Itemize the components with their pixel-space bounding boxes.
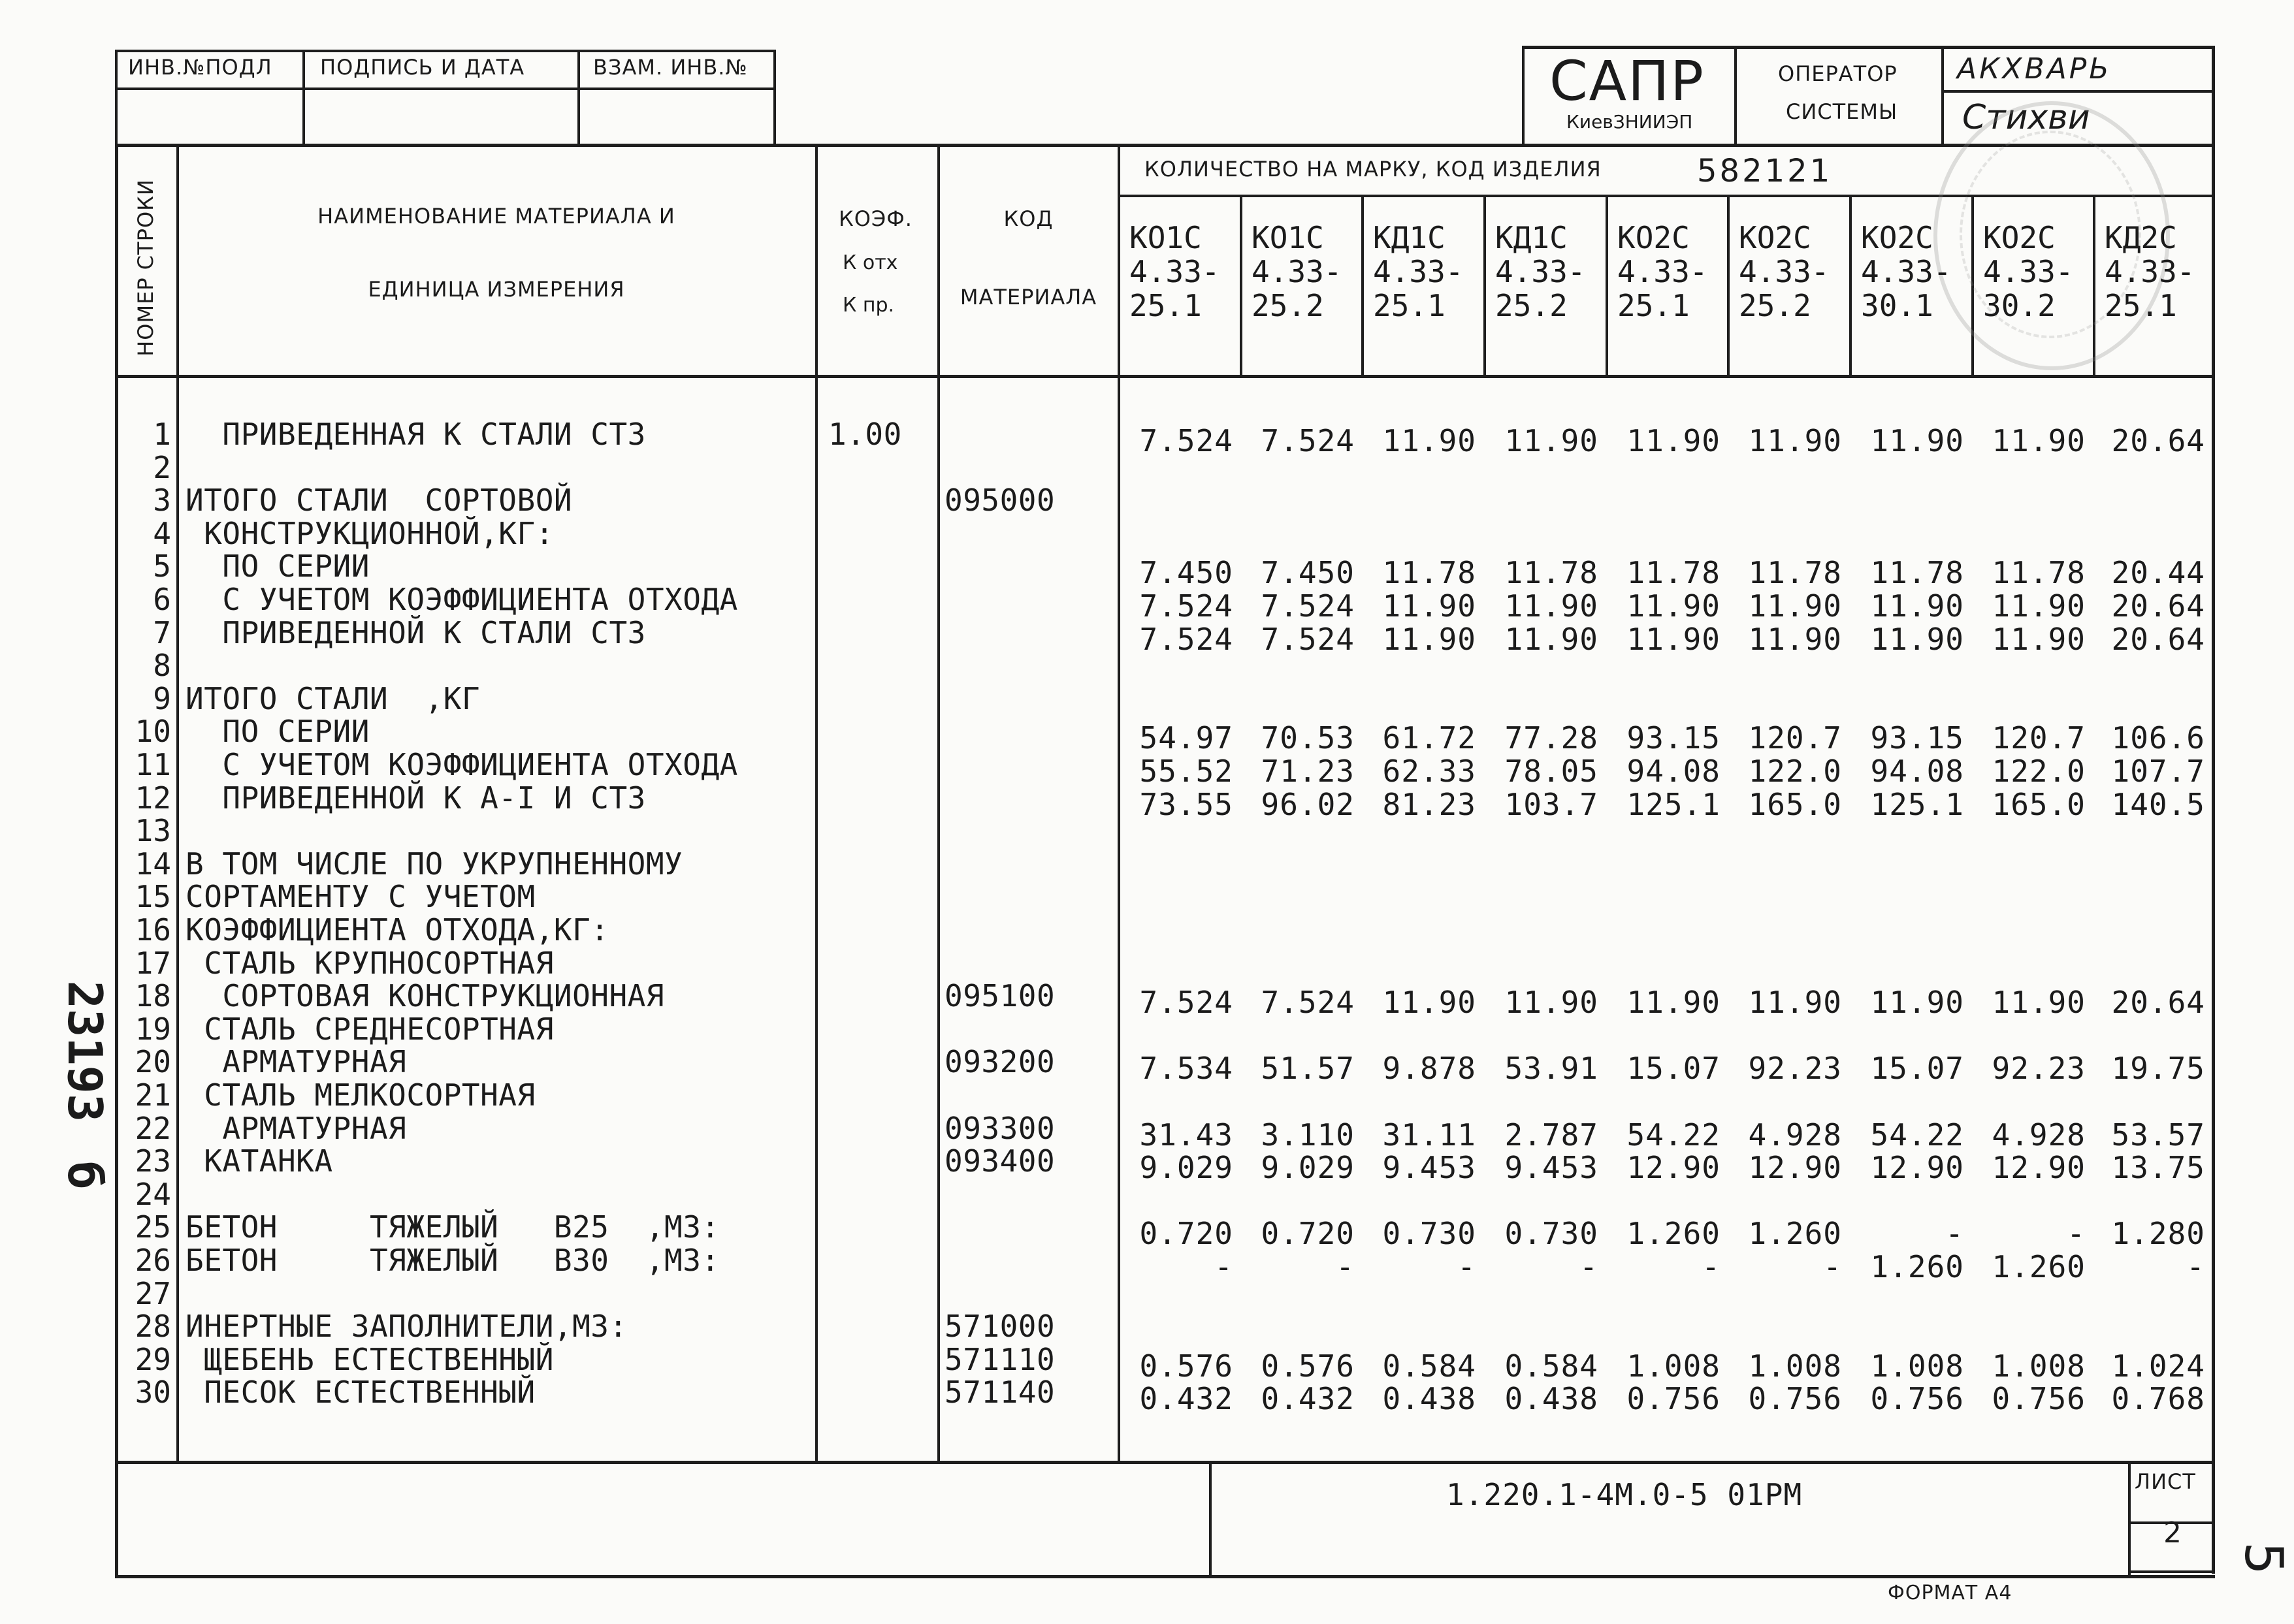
koef-header-3: К пр. (843, 294, 895, 317)
row-value-col-5: 1.260 (1626, 1216, 1720, 1252)
row-material-name: ПЕСОК ЕСТЕСТВЕННЫЙ (186, 1375, 536, 1410)
row-value-col-5: 11.90 (1626, 588, 1720, 624)
row-value-col-7: 11.90 (1870, 423, 1964, 458)
row-number: 9 (153, 680, 171, 716)
row-number: 8 (153, 648, 171, 684)
row-material-name: СОРТАМЕНТУ С УЧЕТОМ (186, 879, 536, 915)
row-value-col-6: 120.7 (1748, 720, 1842, 756)
margin-mark: б (57, 1161, 112, 1190)
row-material-name: ПО СЕРИИ (186, 714, 370, 750)
row-value-col-7: - (1945, 1216, 1964, 1252)
row-value-col-6: 165.0 (1748, 786, 1842, 822)
row-value-col-6: 0.756 (1748, 1381, 1842, 1417)
row-value-col-2: 70.53 (1261, 720, 1355, 756)
row-number: 22 (135, 1110, 171, 1146)
row-number: 21 (135, 1077, 171, 1113)
row-material-code: 095100 (945, 978, 1056, 1014)
grid-line (115, 50, 118, 144)
row-material-name: КОНСТРУКЦИОННОЙ,КГ: (186, 515, 554, 551)
grid-line (1483, 195, 1486, 376)
grid-line (115, 50, 775, 52)
row-value-col-7: 12.90 (1870, 1150, 1964, 1186)
row-value-col-4: 103.7 (1504, 786, 1598, 822)
grid-line (115, 1575, 2215, 1578)
row-value-col-9: 20.64 (2111, 588, 2205, 624)
row-value-col-8: 11.78 (1992, 555, 2086, 591)
row-value-col-4: 11.90 (1504, 985, 1598, 1021)
podpis-data-label: ПОДПИСЬ И ДАТА (320, 55, 525, 80)
row-value-col-5: 94.08 (1626, 754, 1720, 789)
row-value-col-7: 0.756 (1870, 1381, 1964, 1417)
material-name-header-1: НАИМЕНОВАНИЕ МАТЕРИАЛА И (317, 204, 675, 229)
row-value-col-7: 54.22 (1870, 1117, 1964, 1153)
row-value-col-1: 7.450 (1139, 555, 1233, 591)
row-value-col-8: 0.756 (1992, 1381, 2086, 1417)
grid-line (1240, 195, 1242, 376)
row-value-col-7: 1.260 (1870, 1249, 1964, 1284)
format-label: ФОРМАТ А4 (1888, 1582, 2012, 1604)
row-value-col-2: 7.524 (1261, 621, 1355, 657)
row-value-col-9: 1.024 (2111, 1348, 2205, 1384)
row-value-col-7: 11.90 (1870, 588, 1964, 624)
row-value-col-8: - (2067, 1216, 2086, 1252)
row-value-col-9: - (2186, 1249, 2205, 1284)
row-material-name: СОРТОВАЯ КОНСТРУКЦИОННАЯ (186, 978, 665, 1014)
grid-line (1941, 90, 2214, 93)
row-number: 6 (153, 582, 171, 617)
row-material-name: ПРИВЕДЕННОЙ К А-I И СТ3 (186, 780, 646, 816)
row-value-col-6: 1.260 (1748, 1216, 1842, 1252)
sheet-number: 2 (2163, 1516, 2182, 1550)
grid-line (1522, 46, 1525, 145)
row-value-col-8: 92.23 (1992, 1051, 2086, 1087)
grid-line (115, 375, 2215, 378)
row-value-col-3: 61.72 (1382, 720, 1476, 756)
row-koef: 1.00 (828, 417, 902, 452)
row-number: 28 (135, 1309, 171, 1345)
row-value-col-6: 11.78 (1748, 555, 1842, 591)
row-value-col-3: 11.78 (1382, 555, 1476, 591)
operator-name-1: АКХВАРЬ (1957, 52, 2112, 86)
row-value-col-6: 11.90 (1748, 423, 1842, 458)
row-number: 26 (135, 1243, 171, 1278)
row-value-col-3: 11.90 (1382, 621, 1476, 657)
row-value-col-7: 1.008 (1870, 1348, 1964, 1384)
row-value-col-9: 20.44 (2111, 555, 2205, 591)
row-material-name: АРМАТУРНАЯ (186, 1044, 407, 1080)
row-value-col-5: 11.90 (1626, 985, 1720, 1021)
row-value-col-6: 4.928 (1748, 1117, 1842, 1153)
row-value-col-4: 0.438 (1504, 1381, 1598, 1417)
mark-header-7: КО2С 4.33- 30.1 (1861, 220, 1952, 323)
row-value-col-2: 71.23 (1261, 754, 1355, 789)
row-value-col-3: 81.23 (1382, 786, 1476, 822)
row-value-col-5: 93.15 (1626, 720, 1720, 756)
row-value-col-6: 92.23 (1748, 1051, 1842, 1087)
grid-line (577, 50, 580, 144)
row-value-col-9: 20.64 (2111, 985, 2205, 1021)
row-value-col-3: 11.90 (1382, 423, 1476, 458)
row-number: 2 (153, 449, 171, 485)
mark-header-4: КД1С 4.33- 25.2 (1495, 220, 1586, 323)
koef-header-2: К отх (843, 251, 898, 274)
row-value-col-6: 1.008 (1748, 1348, 1842, 1384)
row-number: 24 (135, 1176, 171, 1212)
row-number: 4 (153, 515, 171, 551)
row-value-col-1: 73.55 (1139, 786, 1233, 822)
row-number: 20 (135, 1044, 171, 1080)
row-value-col-3: 11.90 (1382, 588, 1476, 624)
row-number: 11 (135, 747, 171, 782)
grid-line (1734, 46, 1737, 145)
row-value-col-8: 12.90 (1992, 1150, 2086, 1186)
grid-line (2212, 46, 2215, 1574)
row-material-name: ПРИВЕДЕННАЯ К СТАЛИ СТ3 (186, 417, 646, 452)
row-value-col-8: 122.0 (1992, 754, 2086, 789)
mark-header-8: КО2С 4.33- 30.2 (1983, 220, 2074, 323)
grid-line (1209, 1461, 1212, 1577)
row-value-col-1: 55.52 (1139, 754, 1233, 789)
row-number: 27 (135, 1275, 171, 1311)
row-material-name: БЕТОН ТЯЖЕЛЫЙ В25 ,М3: (186, 1209, 720, 1245)
row-value-col-6: 11.90 (1748, 985, 1842, 1021)
row-value-col-5: 11.78 (1626, 555, 1720, 591)
row-value-col-9: 140.5 (2111, 786, 2205, 822)
row-number: 15 (135, 879, 171, 915)
row-number: 30 (135, 1375, 171, 1410)
row-value-col-2: 7.524 (1261, 423, 1355, 458)
grid-line (937, 144, 940, 1463)
row-material-name: КАТАНКА (186, 1143, 333, 1179)
row-value-col-1: 9.029 (1139, 1150, 1233, 1186)
row-material-code: 093200 (945, 1044, 1056, 1080)
grid-line (1361, 195, 1364, 376)
row-material-name: АРМАТУРНАЯ (186, 1110, 407, 1146)
row-value-col-4: 11.90 (1504, 621, 1598, 657)
row-material-code: 571110 (945, 1341, 1056, 1377)
row-material-code: 095000 (945, 483, 1056, 518)
grid-line (115, 1461, 2215, 1464)
row-value-col-5: 11.90 (1626, 621, 1720, 657)
row-material-name: ПО СЕРИИ (186, 549, 370, 584)
org-name: КиевЗНИИЭП (1566, 111, 1693, 133)
inv-podl-label: ИНВ.№ПОДЛ (128, 55, 272, 80)
sheet-label: ЛИСТ (2135, 1469, 2196, 1494)
grid-line (115, 88, 775, 90)
row-value-col-1: 7.524 (1139, 621, 1233, 657)
row-value-col-1: 0.576 (1139, 1348, 1233, 1384)
row-value-col-9: 106.6 (2111, 720, 2205, 756)
vzam-inv-label: ВЗАМ. ИНВ.№ (593, 55, 748, 80)
row-material-name: ЩЕБЕНЬ ЕСТЕСТВЕННЫЙ (186, 1341, 554, 1377)
row-number: 1 (153, 417, 171, 452)
row-material-code: 093400 (945, 1143, 1056, 1179)
row-value-col-3: 31.11 (1382, 1117, 1476, 1153)
product-code: 582121 (1697, 153, 1833, 189)
row-value-col-2: 3.110 (1261, 1117, 1355, 1153)
row-value-col-9: 1.280 (2111, 1216, 2205, 1252)
row-value-col-6: 11.90 (1748, 621, 1842, 657)
row-value-col-3: 9.878 (1382, 1051, 1476, 1087)
row-value-col-5: 54.22 (1626, 1117, 1720, 1153)
row-value-col-6: 11.90 (1748, 588, 1842, 624)
row-value-col-2: 0.432 (1261, 1381, 1355, 1417)
row-value-col-8: 11.90 (1992, 423, 2086, 458)
corner-mark: 5 (2233, 1542, 2294, 1575)
row-material-name: СТАЛЬ КРУПНОСОРТНАЯ (186, 945, 554, 981)
row-value-col-4: 11.90 (1504, 588, 1598, 624)
row-material-name: КОЭФФИЦИЕНТА ОТХОДА,КГ: (186, 912, 609, 947)
quantity-header: КОЛИЧЕСТВО НА МАРКУ, КОД ИЗДЕЛИЯ (1144, 157, 1602, 182)
row-number: 17 (135, 945, 171, 981)
material-code-header-2: МАТЕРИАЛА (960, 285, 1097, 310)
row-value-col-4: 2.787 (1504, 1117, 1598, 1153)
row-value-col-1: 7.534 (1139, 1051, 1233, 1087)
mark-header-6: КО2С 4.33- 25.2 (1739, 220, 1830, 323)
row-value-col-3: 62.33 (1382, 754, 1476, 789)
row-value-col-8: 11.90 (1992, 621, 2086, 657)
row-value-col-9: 0.768 (2111, 1381, 2205, 1417)
row-value-col-9: 20.64 (2111, 423, 2205, 458)
row-value-col-7: 11.90 (1870, 621, 1964, 657)
row-number: 14 (135, 846, 171, 882)
row-value-col-4: 53.91 (1504, 1051, 1598, 1087)
grid-line (1941, 46, 1944, 145)
row-value-col-9: 19.75 (2111, 1051, 2205, 1087)
row-value-col-3: 0.584 (1382, 1348, 1476, 1384)
row-value-col-7: 11.90 (1870, 985, 1964, 1021)
grid-line (1849, 195, 1852, 376)
mark-header-2: КО1С 4.33- 25.2 (1252, 220, 1342, 323)
grid-line (176, 144, 179, 1463)
row-value-col-6: 122.0 (1748, 754, 1842, 789)
mark-header-9: КД2С 4.33- 25.1 (2105, 220, 2195, 323)
row-value-col-9: 53.57 (2111, 1117, 2205, 1153)
row-value-col-9: 20.64 (2111, 621, 2205, 657)
row-number: 16 (135, 912, 171, 947)
grid-line (2128, 1570, 2214, 1573)
material-name-header-2: ЕДИНИЦА ИЗМЕРЕНИЯ (368, 277, 625, 302)
row-number: 19 (135, 1011, 171, 1047)
row-value-col-8: 4.928 (1992, 1117, 2086, 1153)
mark-header-1: КО1С 4.33- 25.1 (1129, 220, 1220, 323)
row-number-header: НОМЕР СТРОКИ (133, 179, 158, 357)
row-value-col-2: 9.029 (1261, 1150, 1355, 1186)
row-material-code: 571140 (945, 1375, 1056, 1410)
margin-number: 23193 (57, 980, 112, 1122)
row-number: 18 (135, 978, 171, 1014)
row-value-col-8: 11.90 (1992, 588, 2086, 624)
row-material-name: ИТОГО СТАЛИ ,КГ (186, 680, 481, 716)
row-number: 25 (135, 1209, 171, 1245)
row-value-col-9: 13.75 (2111, 1150, 2205, 1186)
row-value-col-3: - (1457, 1249, 1476, 1284)
row-material-name: БЕТОН ТЯЖЕЛЫЙ В30 ,М3: (186, 1243, 720, 1278)
row-value-col-2: 7.524 (1261, 588, 1355, 624)
row-material-name: В ТОМ ЧИСЛЕ ПО УКРУПНЕННОМУ (186, 846, 683, 882)
sapr-title: САПР (1549, 49, 1705, 113)
row-number: 12 (135, 780, 171, 816)
row-value-col-7: 15.07 (1870, 1051, 1964, 1087)
row-value-col-9: 107.7 (2111, 754, 2205, 789)
row-number: 7 (153, 614, 171, 650)
row-value-col-5: 11.90 (1626, 423, 1720, 458)
row-value-col-4: 11.78 (1504, 555, 1598, 591)
row-value-col-2: 0.576 (1261, 1348, 1355, 1384)
row-value-col-7: 93.15 (1870, 720, 1964, 756)
row-value-col-1: 0.432 (1139, 1381, 1233, 1417)
grid-line (302, 50, 305, 144)
row-material-code: 093300 (945, 1110, 1056, 1146)
row-value-col-5: 1.008 (1626, 1348, 1720, 1384)
row-value-col-1: - (1214, 1249, 1233, 1284)
koef-header-1: КОЭФ. (839, 206, 913, 231)
row-value-col-8: 120.7 (1992, 720, 2086, 756)
row-number: 23 (135, 1143, 171, 1179)
row-value-col-1: 7.524 (1139, 588, 1233, 624)
row-number: 13 (135, 813, 171, 849)
row-value-col-4: 0.730 (1504, 1216, 1598, 1252)
row-value-col-4: 78.05 (1504, 754, 1598, 789)
operator-signature: Стихви (1962, 98, 2090, 137)
row-value-col-4: 9.453 (1504, 1150, 1598, 1186)
row-value-col-8: 11.90 (1992, 985, 2086, 1021)
row-material-name: С УЧЕТОМ КОЭФФИЦИЕНТА ОТХОДА (186, 582, 738, 617)
row-value-col-3: 9.453 (1382, 1150, 1476, 1186)
row-value-col-7: 11.78 (1870, 555, 1964, 591)
row-value-col-3: 0.438 (1382, 1381, 1476, 1417)
document-code: 1.220.1-4М.0-5 01РМ (1446, 1477, 1803, 1512)
grid-line (773, 50, 776, 144)
row-value-col-6: 12.90 (1748, 1150, 1842, 1186)
row-value-col-4: - (1579, 1249, 1598, 1284)
row-material-name: ИНЕРТНЫЕ ЗАПОЛНИТЕЛИ,М3: (186, 1309, 628, 1345)
grid-line (115, 144, 2215, 147)
row-material-name: ИТОГО СТАЛИ СОРТОВОЙ (186, 483, 573, 518)
row-value-col-3: 0.730 (1382, 1216, 1476, 1252)
row-value-col-4: 77.28 (1504, 720, 1598, 756)
row-value-col-6: - (1823, 1249, 1842, 1284)
row-value-col-5: 125.1 (1626, 786, 1720, 822)
row-value-col-2: 96.02 (1261, 786, 1355, 822)
row-value-col-2: 51.57 (1261, 1051, 1355, 1087)
grid-line (2128, 1461, 2131, 1577)
material-code-header-1: КОД (1003, 206, 1054, 231)
row-value-col-5: 15.07 (1626, 1051, 1720, 1087)
row-value-col-8: 1.260 (1992, 1249, 2086, 1284)
row-value-col-7: 94.08 (1870, 754, 1964, 789)
row-value-col-1: 7.524 (1139, 985, 1233, 1021)
row-value-col-5: - (1702, 1249, 1720, 1284)
mark-header-5: КО2С 4.33- 25.1 (1617, 220, 1708, 323)
row-value-col-5: 0.756 (1626, 1381, 1720, 1417)
row-material-name: СТАЛЬ СРЕДНЕСОРТНАЯ (186, 1011, 554, 1047)
row-value-col-2: 7.524 (1261, 985, 1355, 1021)
row-value-col-1: 54.97 (1139, 720, 1233, 756)
operator-line2: СИСТЕМЫ (1786, 99, 1898, 124)
row-value-col-5: 12.90 (1626, 1150, 1720, 1186)
row-value-col-1: 7.524 (1139, 423, 1233, 458)
row-value-col-4: 11.90 (1504, 423, 1598, 458)
row-value-col-4: 0.584 (1504, 1348, 1598, 1384)
operator-line1: ОПЕРАТОР (1778, 61, 1898, 86)
row-number: 3 (153, 483, 171, 518)
row-value-col-8: 1.008 (1992, 1348, 2086, 1384)
row-value-col-1: 0.720 (1139, 1216, 1233, 1252)
row-value-col-2: 7.450 (1261, 555, 1355, 591)
row-value-col-2: 0.720 (1261, 1216, 1355, 1252)
row-value-col-3: 11.90 (1382, 985, 1476, 1021)
row-value-col-8: 165.0 (1992, 786, 2086, 822)
grid-line (1606, 195, 1608, 376)
row-material-code: 571000 (945, 1309, 1056, 1345)
row-number: 5 (153, 549, 171, 584)
mark-header-3: КД1С 4.33- 25.1 (1373, 220, 1464, 323)
row-value-col-1: 31.43 (1139, 1117, 1233, 1153)
row-number: 29 (135, 1341, 171, 1377)
row-material-name: СТАЛЬ МЕЛКОСОРТНАЯ (186, 1077, 536, 1113)
grid-line (815, 144, 818, 1463)
row-material-name: ПРИВЕДЕННОЙ К СТАЛИ СТ3 (186, 614, 646, 650)
row-value-col-2: - (1336, 1249, 1355, 1284)
row-number: 10 (135, 714, 171, 750)
grid-line (1727, 195, 1730, 376)
row-value-col-7: 125.1 (1870, 786, 1964, 822)
row-material-name: С УЧЕТОМ КОЭФФИЦИЕНТА ОТХОДА (186, 747, 738, 782)
